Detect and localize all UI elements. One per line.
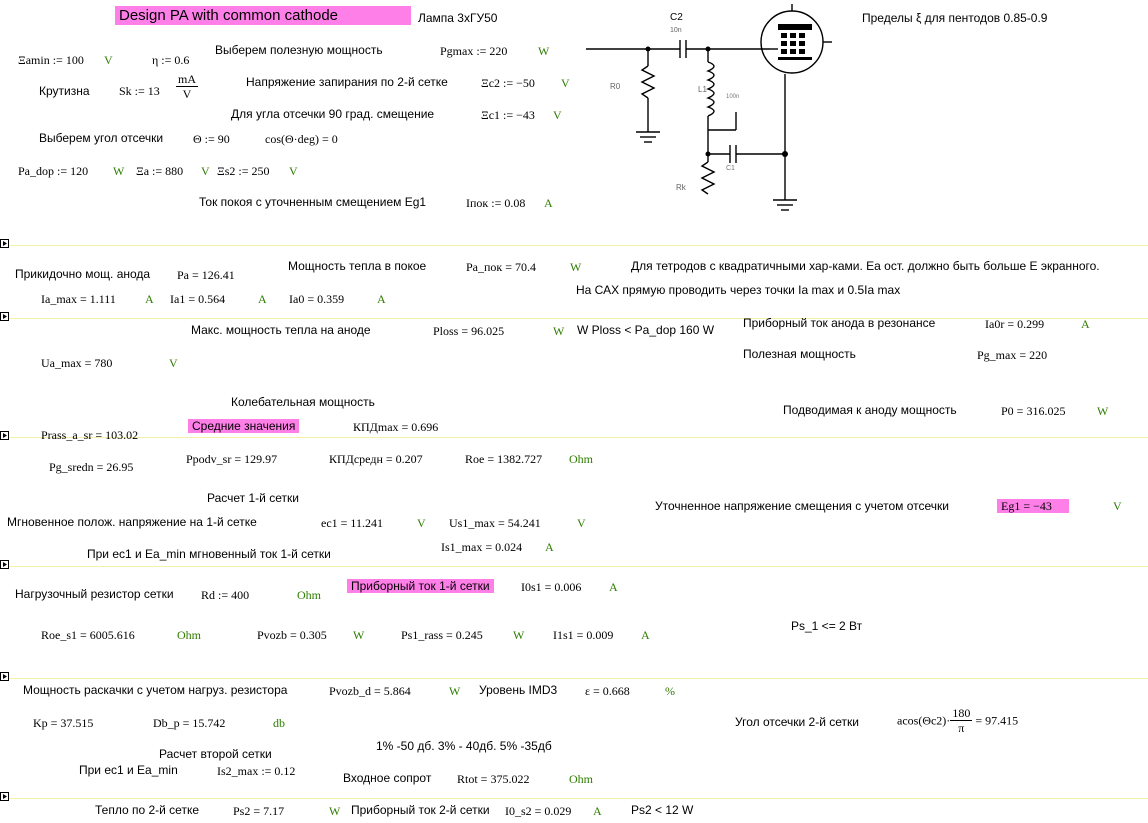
osc-power-label: Колебательная мощность xyxy=(231,395,375,409)
region-arrow-icon[interactable] xyxy=(0,312,9,321)
p0-unit: W xyxy=(1097,404,1109,418)
ia0r-value[interactable]: Ia0r = 0.299 xyxy=(985,317,1045,331)
angle2-label: Угол отсечки 2-й сетки xyxy=(735,715,859,729)
rd-def[interactable]: Rd := 400 xyxy=(201,588,250,602)
pvozb-value[interactable]: Pvozb = 0.305 xyxy=(257,628,327,642)
useful-power-label-2: Полезная мощность xyxy=(743,347,856,361)
ec2-def[interactable]: Ξc2 := −50 xyxy=(481,76,535,90)
eg1-unit: V xyxy=(1113,499,1122,513)
supplied-power-label: Подводимая к аноду мощность xyxy=(783,403,957,417)
angle-label: Выберем угол отсечки xyxy=(39,131,164,145)
acos-expression[interactable]: acos(Θc2)· $\frac{180}{\pi}$ = 97.415 xyxy=(897,706,1019,735)
ec1-value[interactable]: ec1 = 11.241 xyxy=(321,516,383,530)
region-arrow-icon[interactable] xyxy=(0,560,9,569)
ea-unit: V xyxy=(201,164,210,178)
i1s1-value[interactable]: I1s1 = 0.009 xyxy=(553,628,614,642)
region-separator xyxy=(0,245,1148,246)
region-arrow-icon[interactable] xyxy=(0,792,9,801)
pgmax-def[interactable]: Pgmax := 220 xyxy=(440,44,508,58)
sk-def[interactable]: Sk := 13 xyxy=(119,84,160,98)
roe-s1-unit: Ohm xyxy=(177,628,201,642)
roe-unit: Ohm xyxy=(569,452,593,466)
sk-unit: $\frac{mA}{V}$ xyxy=(178,72,196,101)
ec1-unit: V xyxy=(553,108,562,122)
rtot-unit: Ohm xyxy=(569,772,593,786)
ea-def[interactable]: Ξa := 880 xyxy=(136,164,184,178)
pvozb-unit: W xyxy=(353,628,365,642)
heat-g2-label: Тепло по 2-й сетке xyxy=(95,803,200,817)
pa-pok-value[interactable]: Pa_пок = 70.4 xyxy=(466,260,537,274)
pentode-limits: Пределы ξ для пентодов 0.85-0.9 xyxy=(862,11,1048,25)
rk-label: Rk xyxy=(676,183,686,192)
pgmax-unit: W xyxy=(538,44,550,58)
ipok-unit: A xyxy=(544,196,553,210)
pg-sredn-value[interactable]: Pg_sredn = 26.95 xyxy=(49,460,134,474)
pvozb-d-unit: W xyxy=(449,684,461,698)
theta-def[interactable]: Θ := 90 xyxy=(193,132,230,146)
c1-label: C1 xyxy=(726,165,735,172)
kpd-max-value[interactable]: КПДmax = 0.696 xyxy=(353,420,439,434)
ploss-unit: W xyxy=(553,324,565,338)
dev-current-g1-label: Приборный ток 1-й сетки xyxy=(347,579,494,593)
prass-value[interactable]: Prass_a_sr = 103.02 xyxy=(41,428,139,442)
l1-value: 100n xyxy=(726,94,740,100)
l1-label: L1 xyxy=(698,85,707,94)
ploss-value[interactable]: Ploss = 96.025 xyxy=(433,324,505,338)
instant-voltage-label: Мгновенное полож. напряжение на 1-й сетке xyxy=(7,515,257,529)
approx-power-label: Прикидочно мощ. анода xyxy=(15,267,151,281)
region-arrow-icon[interactable] xyxy=(0,239,9,248)
roe-value[interactable]: Roe = 1382.727 xyxy=(465,452,543,466)
region-arrow-icon[interactable] xyxy=(0,672,9,681)
grid2-calc-label: Расчет второй сетки xyxy=(159,747,272,761)
pa-dop-unit: W xyxy=(113,164,125,178)
ipok-value[interactable]: Iпок := 0.08 xyxy=(466,196,526,210)
pa-pok-unit: W xyxy=(570,260,582,274)
is1-max-value[interactable]: Is1_max = 0.024 xyxy=(441,540,523,554)
pa-schematic xyxy=(580,4,840,214)
imd-table-note: 1% -50 дб. 3% - 40дб. 5% -35дб xyxy=(376,739,552,753)
kp-value[interactable]: Kp = 37.515 xyxy=(33,716,94,730)
us1-max-value[interactable]: Us1_max = 54.241 xyxy=(449,516,541,530)
cutoff-label: Напряжение запирания по 2-й сетке xyxy=(246,75,448,89)
pvozb-d-value[interactable]: Pvozb_d = 5.864 xyxy=(329,684,411,698)
ps1-rass-value[interactable]: Ps1_rass = 0.245 xyxy=(401,628,483,642)
lamp-label: Лампа 3хГУ50 xyxy=(418,11,498,25)
us1-max-unit: V xyxy=(577,516,586,530)
refined-bias-label: Уточненное напряжение смещения с учетом отсечки xyxy=(655,499,949,513)
imd-label: Уровень IMD3 xyxy=(479,683,558,697)
i0-s2-unit: A xyxy=(593,804,602,818)
average-values-label: Средние значения xyxy=(188,419,299,433)
heat-idle-label: Мощность тепла в покое xyxy=(288,259,427,273)
es2-unit: V xyxy=(289,164,298,178)
ia0-value[interactable]: Ia0 = 0.359 xyxy=(289,292,345,306)
ia1-unit: A xyxy=(258,292,267,306)
db-p-value[interactable]: Db_p = 15.742 xyxy=(153,716,226,730)
i1s1-unit: A xyxy=(641,628,650,642)
ps1-rass-unit: W xyxy=(513,628,525,642)
cos-expr[interactable]: cos(Θ·deg) = 0 xyxy=(265,132,338,146)
es2-def[interactable]: Ξs2 := 250 xyxy=(217,164,270,178)
i0s1-unit: A xyxy=(609,580,618,594)
i0-s2-value[interactable]: I0_s2 = 0.029 xyxy=(505,804,572,818)
rd-unit: Ohm xyxy=(297,588,321,602)
epsilon-unit: % xyxy=(665,684,675,698)
ploss-note: W Ploss < Pa_dop 160 W xyxy=(577,323,715,337)
is2-max-def[interactable]: Is2_max := 0.12 xyxy=(217,764,296,778)
grid1-calc-label: Расчет 1-й сетки xyxy=(207,491,299,505)
eta-def[interactable]: η := 0.6 xyxy=(152,53,190,67)
cax-note: На САХ прямую проводить через точки Ia max и 0.5Ia max xyxy=(576,283,901,297)
at-ec1-label: При ec1 и Ea_min xyxy=(79,763,178,777)
ia-max-unit: A xyxy=(145,292,154,306)
ua-max-value[interactable]: Ua_max = 780 xyxy=(41,356,113,370)
db-p-unit: db xyxy=(273,716,285,730)
ua-max-unit: V xyxy=(169,356,178,370)
region-separator xyxy=(0,678,1148,679)
instant-current-label: При ec1 и Ea_min мгновенный ток 1-й сетки xyxy=(87,547,331,561)
ec1-def[interactable]: Ξc1 := −43 xyxy=(481,108,535,122)
eamin-def[interactable]: Ξamin := 100 xyxy=(18,53,84,67)
design-title: Design PA with common cathode xyxy=(115,6,411,25)
kpd-sredn-value[interactable]: КПДсредн = 0.207 xyxy=(329,452,423,466)
max-heat-label: Макс. мощность тепла на аноде xyxy=(191,323,371,337)
eg1-value[interactable]: Eg1 = −43 xyxy=(997,499,1069,513)
ps2-limit-note: Ps2 < 12 W xyxy=(631,803,694,817)
ppodv-value[interactable]: Ppodv_sr = 129.97 xyxy=(186,452,278,466)
is1-max-unit: A xyxy=(545,540,554,554)
i0s1-value[interactable]: I0s1 = 0.006 xyxy=(521,580,582,594)
ia0r-unit: A xyxy=(1081,317,1090,331)
dev-current-g2-label: Приборный ток 2-й сетки xyxy=(351,803,490,817)
ia0-unit: A xyxy=(377,292,386,306)
eamin-unit: V xyxy=(104,53,113,67)
load-res-label: Нагрузочный резистор сетки xyxy=(15,587,174,601)
c2-label: C2 xyxy=(670,12,683,23)
pg-max-value[interactable]: Pg_max = 220 xyxy=(977,348,1048,362)
ec1-value-unit: V xyxy=(417,516,426,530)
region-separator xyxy=(0,566,1148,567)
ia1-value[interactable]: Ia1 = 0.564 xyxy=(170,292,226,306)
ps1-limit-note: Ps_1 <= 2 Вт xyxy=(791,619,863,633)
region-separator xyxy=(0,437,1148,438)
epsilon-value[interactable]: ε = 0.668 xyxy=(585,684,630,698)
ia-max-value[interactable]: Ia_max = 1.111 xyxy=(41,292,116,306)
pa-value[interactable]: Pa = 126.41 xyxy=(177,268,235,282)
rtot-value[interactable]: Rtot = 375.022 xyxy=(457,772,530,786)
idle-current-label: Ток покоя с уточненным смещением Eg1 xyxy=(199,195,427,209)
r0-label: R0 xyxy=(610,82,621,91)
drive-power-label: Мощность раскачки с учетом нагруз. резистора xyxy=(23,683,288,697)
ec2-unit: V xyxy=(561,76,570,90)
region-separator xyxy=(0,798,1148,799)
input-res-label: Входное сопрот xyxy=(343,771,432,785)
roe-s1-value[interactable]: Roe_s1 = 6005.616 xyxy=(41,628,135,642)
bias-label: Для угла отсечки 90 град. смещение xyxy=(231,107,435,121)
region-arrow-icon[interactable] xyxy=(0,431,9,440)
p0-value[interactable]: P0 = 316.025 xyxy=(1001,404,1066,418)
ps2-value[interactable]: Ps2 = 7.17 xyxy=(233,804,285,818)
ps2-unit: W xyxy=(329,804,341,818)
slope-label: Крутизна xyxy=(39,84,90,98)
res-current-label: Приборный ток анода в резонансе xyxy=(743,316,936,330)
pa-dop-def[interactable]: Pa_dop := 120 xyxy=(18,164,89,178)
tetrode-note: Для тетродов с квадратичными хар-ками. Ea ост. должно быть больше E экранного. xyxy=(631,259,1100,273)
c2-value: 10n xyxy=(670,27,682,34)
useful-power-label: Выберем полезную мощность xyxy=(215,43,383,57)
region-separator xyxy=(0,318,1148,319)
